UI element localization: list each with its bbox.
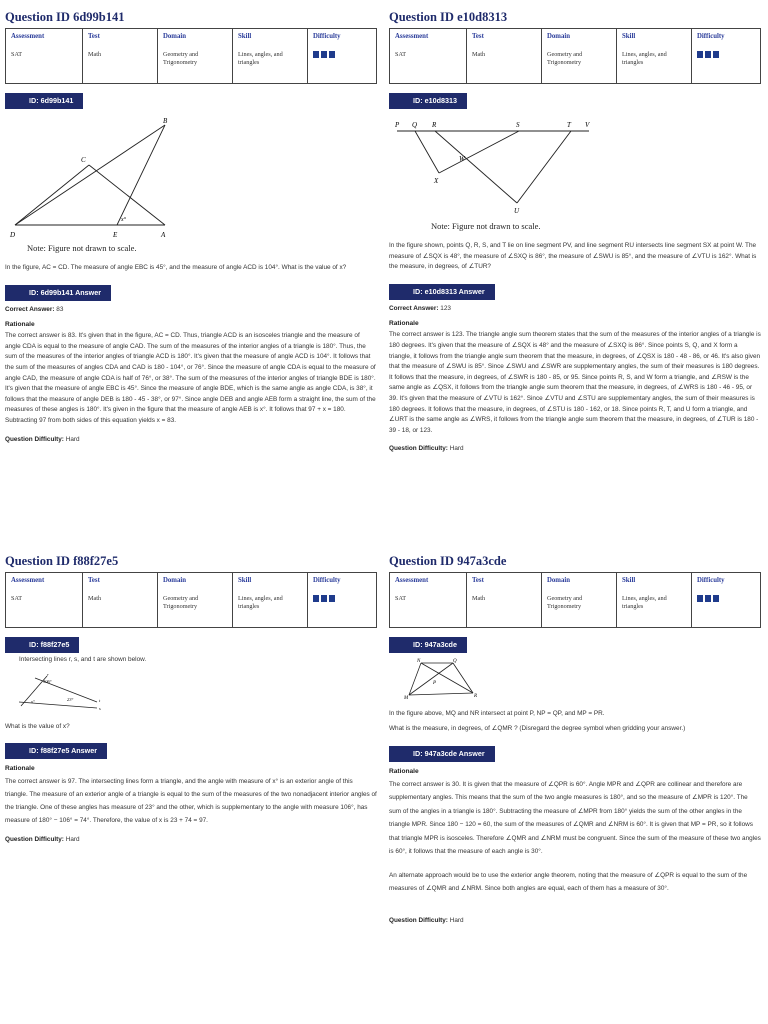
difficulty-value: Hard [449,916,464,924]
header-domain: Domain [163,33,187,40]
correct-answer-label: Correct Answer: [389,304,439,312]
question-text: What is the value of x? [5,722,70,730]
id-bar: ID: e10d8313 [389,93,467,109]
answer-bar: ID: 947a3cde Answer [389,746,495,762]
value-domain: Geometry and Trigonometry [547,51,583,66]
header-test: Test [88,33,100,40]
quadrilateral-figure [403,657,483,701]
difficulty-value: Hard [65,435,80,443]
difficulty-label: Question Difficulty: [389,445,448,453]
question-panel-2 [389,8,761,455]
label-x: x° [121,217,127,223]
angle-106: 106° [43,678,52,684]
difficulty-label: Question Difficulty: [389,916,448,924]
label-P: P [395,121,400,129]
question-panel-1 [5,8,377,445]
header-assessment: Assessment [395,33,429,40]
value-assessment: SAT [395,51,407,58]
question-text-1: In the figure above, MQ and NR intersect at point P, NP = QP, and MP = PR. [389,710,605,717]
label-C: C [81,156,86,164]
rationale-text: The correct answer is 97. The intersecting lines form a triangle, and the angle with measure of x° is an exterior angle of this triangle. The measure of an exterior angle of a triangle is equal to the sum of the measures of the two nonadjacent interior angles of the triangle. One of these angles has measure of 23° and the other, which is supplementary to the angle with measure 106°, has measure of 180° − 106° = 74°. Therefore, the value of x is 23 + 74 = 97. [5,778,377,825]
value-domain: Geometry and Trigonometry [547,595,583,610]
label-B: B [163,117,168,125]
angle-23: 23° [67,696,74,702]
header-assessment: Assessment [11,577,45,584]
label-W: W [459,155,465,163]
label-Q: Q [412,121,418,129]
figure-note: Note: Figure not drawn to scale. [431,221,541,231]
value-domain: Geometry and Trigonometry [163,595,199,610]
question-title: Question ID 947a3cde [389,554,507,568]
meta-table [389,28,761,84]
angle-x: x° [31,698,35,704]
value-skill: Lines, angles, and triangles [622,51,667,66]
id-bar: ID: f88f27e5 [5,637,79,653]
rationale-text: The correct answer is 30. It is given that the measure of ∠QPR is 60°. Angle MPR and ∠QPR are collinear and therefore are supplementary angles. This means that the sum of the two angle measures is 180°, and so the measure of ∠MPR is 120°. The sum of the angles in a triangle is 180°. Subtracting the measure of ∠MPR from 180° yields the sum of the other angles in the triangle MPR. Since 180 − 120 = 60, the sum of the measures of ∠QMR and ∠NRM is 60°. It is given that MP = PR, so it follows that triangle MPR is isosceles. Therefore ∠QMR and ∠NRM must be congruent. Since the sum of the measure of these two angles is 60°, it follows that the measure of each angle is 30°. [389,780,761,856]
value-test: Math [88,595,102,602]
label-X: X [434,177,439,185]
value-assessment: SAT [11,595,23,602]
header-domain: Domain [547,33,571,40]
header-test: Test [88,577,100,584]
label-r: r [47,671,49,677]
header-skill: Skill [622,33,636,40]
label-Q: Q [453,659,457,664]
value-skill: Lines, angles, and triangles [238,595,283,610]
difficulty-label: Question Difficulty: [5,435,64,443]
header-test: Test [472,577,484,584]
value-test: Math [88,51,102,58]
rationale-text: The correct answer is 123. The triangle angle sum theorem states that the sum of the measures of the interior angles of a triangle is 180 degrees. It's given that the measure of ∠SQX is 48° and the measure of ∠SXQ is 86°. Since points S, Q, and X form a triangle, it follows from the triangle angle sum theorem that the measure, in degrees, of ∠QSX is 180 - 48 - 86, or 46. It's also given that the measure of ∠SWU is 85°. Since ∠SWU and ∠SWR are supplementary angles, the sum of their measures is 180 degrees. It follows that the measure, in degrees, of ∠SWR is 180 - 85, or 95. Since points R, S, and W form a triangle, and ∠RSW is the same angle as ∠QSX, it follows from the triangle angle sum theorem that the measure, in degrees, of ∠WRS is 180 - 46 - 95, or 39. It's given that the measure of ∠VTU is 162°. Since ∠VTU and ∠STU are supplementary angles, the sum of their measures is 180 degrees. It follows that the measure, in degrees, of ∠STU is 180 - 162, or 18. Since points R, T, and U form a triangle, and ∠URT is the same angle as ∠WRS, it follows from the triangle angle sum theorem that the measure, in degrees, of ∠TUR is 180 - 39 - 18, or 123. [389,331,761,434]
label-R: R [432,121,437,129]
id-bar: ID: 6d99b141 [5,93,83,109]
id-bar: ID: 947a3cde [389,637,467,653]
header-assessment: Assessment [395,577,429,584]
label-E: E [113,231,118,239]
label-T: T [567,121,571,129]
question-text-2: What is the measure, in degrees, of ∠QMR ? (Disregard the degree symbol when gridding your answer.) [389,724,686,732]
difficulty-bars-icon [697,51,719,58]
label-U: U [514,207,520,215]
difficulty-bars-icon [313,51,335,58]
value-domain: Geometry and Trigonometry [163,51,199,66]
value-test: Math [472,51,486,58]
value-test: Math [472,595,486,602]
rationale-label: Rationale [5,321,35,329]
header-test: Test [472,33,484,40]
label-P: P [433,681,437,686]
meta-table [389,572,761,628]
correct-answer-value: 123 [440,304,451,312]
label-M: M [404,696,409,701]
header-skill: Skill [238,577,252,584]
question-title: Question ID e10d8313 [389,10,508,24]
difficulty-label: Question Difficulty: [5,836,64,844]
label-A: A [161,231,166,239]
meta-table [5,28,377,84]
difficulty-value: Hard [65,836,80,844]
header-skill: Skill [238,33,252,40]
label-N: N [417,659,421,664]
correct-answer-label: Correct Answer: [5,305,55,313]
header-difficulty: Difficulty [697,577,725,584]
header-difficulty: Difficulty [313,577,341,584]
question-title: Question ID f88f27e5 [5,554,119,568]
header-domain: Domain [163,577,187,584]
lines-figure [389,117,761,217]
question-text: In the figure shown, points Q, R, S, and T lie on line segment PV, and line segment RU intersects line segment SX at point W. The measure of ∠SQX is 48°, the measure of ∠SXQ is 86°, the measure of ∠SWU is 85°, and the measure of ∠VTU is 162°. What is the measure, in degrees, of ∠TUR? [389,242,757,271]
answer-bar: ID: 6d99b141 Answer [5,285,111,301]
label-t: t [99,697,101,703]
label-S: S [516,121,520,129]
value-assessment: SAT [395,595,407,602]
header-domain: Domain [547,577,571,584]
difficulty-bars-icon [697,595,719,602]
rationale-label: Rationale [389,320,419,328]
meta-table [5,572,377,628]
correct-answer-value: 83 [56,305,64,313]
difficulty-value: Hard [449,445,464,453]
rationale-label: Rationale [5,765,35,773]
label-R: R [474,694,478,699]
header-difficulty: Difficulty [313,33,341,40]
value-skill: Lines, angles, and triangles [238,51,283,66]
label-s: s [99,705,101,711]
answer-bar: ID: f88f27e5 Answer [5,743,107,759]
value-skill: Lines, angles, and triangles [622,595,667,610]
label-D: D [10,231,16,239]
value-assessment: SAT [11,51,23,58]
question-text: In the figure, AC = CD. The measure of angle EBC is 45°, and the measure of angle ACD is 104°. What is the value of x? [5,264,347,271]
question-intro: Intersecting lines r, s, and t are shown below. [19,656,147,663]
triangle-figure [5,117,377,247]
header-assessment: Assessment [11,33,45,40]
question-title: Question ID 6d99b141 [5,10,125,24]
rationale-text: The correct answer is 83. It's given that in the figure, AC = CD. Thus, triangle ACD is an isosceles triangle and the measure of angle CDA is equal to the measure of angle CAD. The sum of the measures of the interior angles of a triangle is 180°. Thus, the sum of the measures of the interior angles of triangle ACD is 180°. It's given that the measure of angle ACD is 104°. It follows that the sum of the measures of angles CDA and CAD is 180 - 104°, or 76°. Since the measure of angle CDA is equal to the measure of angle CAD, the measure of angle CDA is half of 76°, or 38°. The sum of the measures of the interior angles of triangle BDE is 180°. It's given that the measure of angle EBC is 45°. Since the measure of angle BDE, which is the same angle as angle CDA, is 38°, it follows that the measure of angle DEB is 180 - 45 - 38°, or 97°. Since angle DEB and angle AEB form a straight line, the sum of the measures of these angles is 180°. It's given in the figure that the measure of angle AEB is x°. It follows that 97 + x = 180. Subtracting 97 from both sides of this equation yields x = 83. [5,332,376,424]
label-V: V [585,121,590,129]
question-panel-3 [5,552,377,846]
intersecting-lines-figure [17,670,117,712]
question-panel-4 [389,552,761,926]
rationale-text-2: An alternate approach would be to use the exterior angle theorem, noting that the measure of ∠QPR is equal to the sum of the measures of ∠QMR and ∠NRM. Since both angles are equal, each of them has a measure of 30°. [389,871,748,893]
answer-bar: ID: e10d8313 Answer [389,284,495,300]
figure-note: Note: Figure not drawn to scale. [27,243,137,253]
rationale-label: Rationale [389,767,419,775]
difficulty-bars-icon [313,595,335,602]
header-skill: Skill [622,577,636,584]
header-difficulty: Difficulty [697,33,725,40]
